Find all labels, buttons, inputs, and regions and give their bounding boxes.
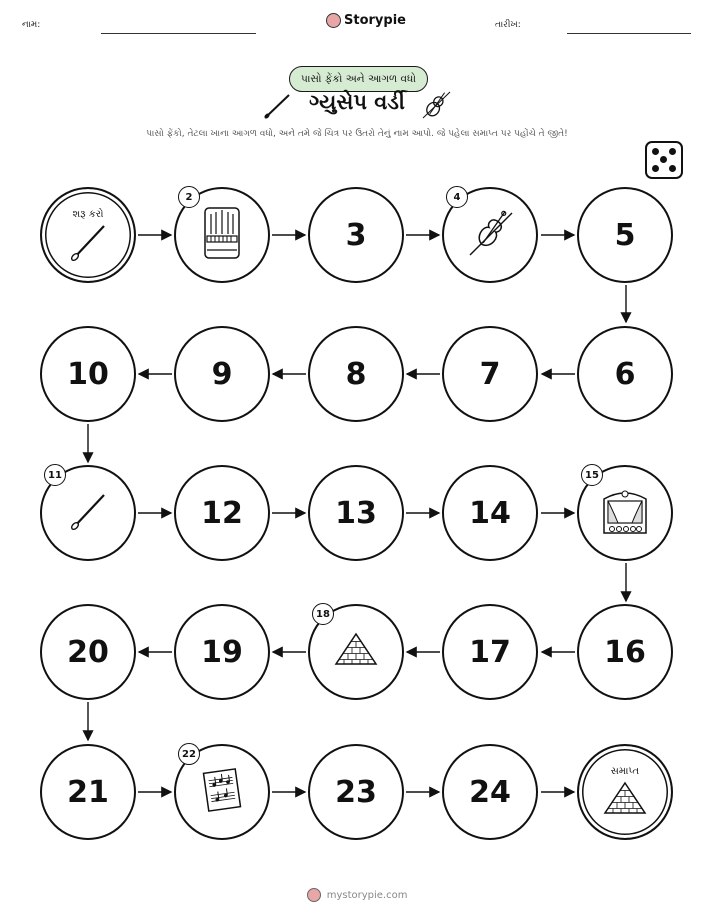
board-space-22[interactable] xyxy=(174,744,270,840)
board-space-10[interactable] xyxy=(40,326,136,422)
board-space-18[interactable] xyxy=(308,604,404,700)
name-label: નામ: xyxy=(22,20,41,30)
storypie-mascot-icon xyxy=(307,888,321,902)
start-space[interactable] xyxy=(40,187,136,283)
space-number: 14 xyxy=(469,495,511,531)
instructions: પાસો ફેંકો, તેટલા ખાના આગળ વધો, અને તમે જે ચિત્ર પર ઉતરો તેનું નામ આપો. જે પહેલા સમાપ્ત પર પહોંચે તે જીતે! xyxy=(146,129,568,139)
baton-icon xyxy=(66,489,110,537)
space-number-badge: 18 xyxy=(312,603,334,625)
space-number: 7 xyxy=(479,356,501,392)
footer-site: mystorypie.com xyxy=(326,890,408,901)
space-number: 9 xyxy=(211,356,233,392)
space-number: 17 xyxy=(469,634,511,670)
board-space-12[interactable] xyxy=(174,465,270,561)
board-space-4[interactable] xyxy=(442,187,538,283)
space-number: 10 xyxy=(67,356,109,392)
pyramid-icon xyxy=(334,632,378,672)
board-space-16[interactable] xyxy=(577,604,673,700)
page-title: ગ્યુસેપ વર્ડી xyxy=(309,90,405,114)
board-space-5[interactable] xyxy=(577,187,673,283)
board-space-3[interactable] xyxy=(308,187,404,283)
theater-icon xyxy=(598,485,652,541)
space-number: 5 xyxy=(614,217,636,253)
violin-icon xyxy=(464,205,516,265)
finish-label: સમાપ્ત xyxy=(610,766,640,777)
space-number: 21 xyxy=(67,774,109,810)
space-number-badge: 15 xyxy=(581,464,603,486)
board-space-11[interactable] xyxy=(40,465,136,561)
space-number: 20 xyxy=(67,634,109,670)
finish-space[interactable] xyxy=(577,744,673,840)
space-number-badge: 2 xyxy=(178,186,200,208)
game-type-pill: પાસો ફેંકો અને આગળ વધો xyxy=(289,66,428,92)
organ-icon xyxy=(199,206,245,264)
board-space-19[interactable] xyxy=(174,604,270,700)
start-label: શરૂ કરો xyxy=(72,209,104,220)
board-space-9[interactable] xyxy=(174,326,270,422)
space-number: 8 xyxy=(345,356,367,392)
space-number-badge: 11 xyxy=(44,464,66,486)
space-number-badge: 4 xyxy=(446,186,468,208)
baton-icon xyxy=(66,220,110,268)
board-space-17[interactable] xyxy=(442,604,538,700)
board-space-20[interactable] xyxy=(40,604,136,700)
space-number: 12 xyxy=(201,495,243,531)
space-number: 24 xyxy=(469,774,511,810)
board-space-14[interactable] xyxy=(442,465,538,561)
space-number: 13 xyxy=(335,495,377,531)
pyramid-icon xyxy=(603,781,647,821)
space-number: 6 xyxy=(614,356,636,392)
board-space-21[interactable] xyxy=(40,744,136,840)
space-number: 16 xyxy=(604,634,646,670)
board-space-24[interactable] xyxy=(442,744,538,840)
board-space-6[interactable] xyxy=(577,326,673,422)
footer xyxy=(0,888,714,902)
space-number: 23 xyxy=(335,774,377,810)
board-space-15[interactable] xyxy=(577,465,673,561)
board-space-2[interactable] xyxy=(174,187,270,283)
brand-name: Storypie xyxy=(344,13,406,28)
board-space-13[interactable] xyxy=(308,465,404,561)
space-number-badge: 22 xyxy=(178,743,200,765)
space-number: 19 xyxy=(201,634,243,670)
date-label: તારીખ: xyxy=(495,20,521,30)
sheet-music-icon xyxy=(200,767,244,817)
board-space-7[interactable] xyxy=(442,326,538,422)
board-space-8[interactable] xyxy=(308,326,404,422)
space-number: 3 xyxy=(345,217,367,253)
board-space-23[interactable] xyxy=(308,744,404,840)
